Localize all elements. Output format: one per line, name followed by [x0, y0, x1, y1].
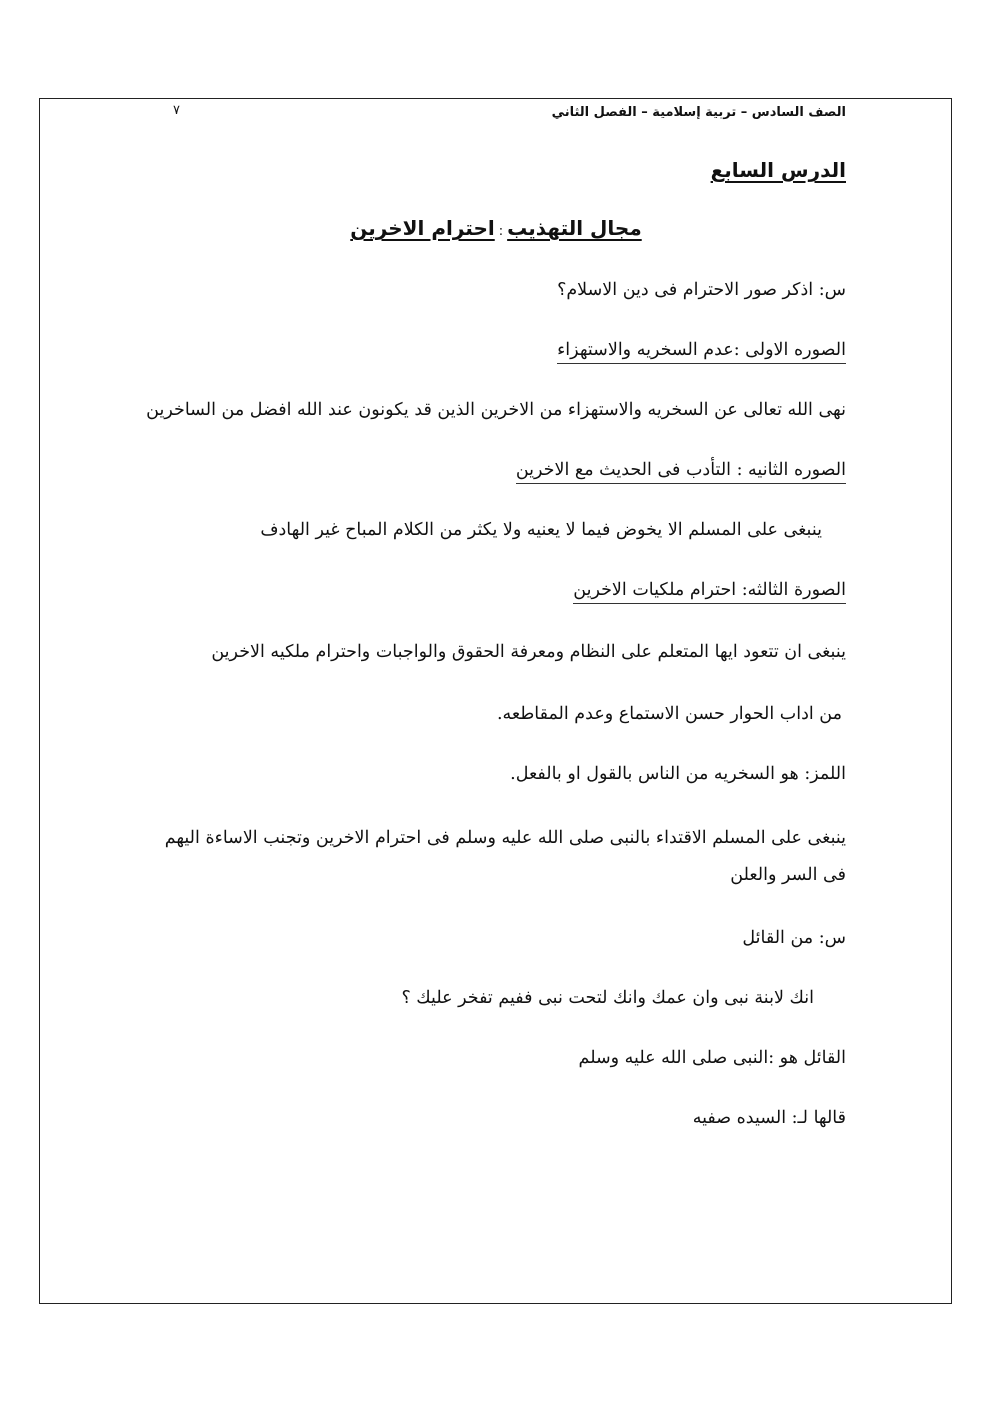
- field-heading: [0, 216, 992, 240]
- image-3-text: ينبغى ان تتعود ايها المتعلم على النظام ومعرفة الحقوق والواجبات واحترام ملكيه الاخرين: [211, 642, 846, 662]
- lamz-definition: اللمز: هو السخريه من الناس بالقول او بالفعل.: [510, 764, 846, 784]
- field-label: مجال التهذيب: [507, 216, 642, 240]
- question-1: س: اذكر صور الاحترام فى دين الاسلام؟: [557, 280, 846, 300]
- image-1-text: نهى الله تعالى عن السخريه والاستهزاء من الاخرين الذين قد يكونون عند الله افضل من الساخرين: [146, 400, 846, 420]
- addressee-answer: قالها لـ: السيده صفيه: [692, 1108, 846, 1128]
- page-number: ٧: [173, 103, 180, 118]
- image-2-title-text: الصوره الثانيه : التأدب فى الحديث مع الاخرين: [516, 460, 846, 484]
- field-separator: :: [498, 224, 504, 239]
- image-1-title-text: الصوره الاولى :عدم السخريه والاستهزاء: [557, 340, 846, 364]
- image-1-title: [557, 340, 846, 360]
- image-2-text: ينبغى على المسلم الا يخوض فيما لا يعنيه ولا يكثر من الكلام المباح غير الهادف: [260, 520, 822, 540]
- question-2: س: من القائل: [742, 928, 846, 948]
- speaker-answer: القائل هو :النبى صلى الله عليه وسلم: [578, 1048, 846, 1068]
- quote-text: انك لابنة نبى وان عمك وانك لتحت نبى ففيم تفخر عليك ؟: [401, 988, 814, 1008]
- field-topic: احترام الاخرين: [350, 216, 495, 240]
- image-3-title: [573, 580, 846, 600]
- lesson-title: الدرس السابع: [710, 158, 846, 182]
- emulation-text: ينبغى على المسلم الاقتداء بالنبى صلى الله عليه وسلم فى احترام الاخرين وتجنب الاساءة اليهم فى السر والعلن: [164, 828, 846, 885]
- image-3-title-text: الصورة الثالثه: احترام ملكيات الاخرين: [573, 580, 846, 604]
- dialogue-etiquette: من اداب الحوار حسن الاستماع وعدم المقاطعه.: [496, 704, 842, 724]
- image-2-title: [516, 460, 846, 480]
- page-header-title: الصف السادس – تربية إسلامية – الفصل الثاني: [551, 105, 846, 120]
